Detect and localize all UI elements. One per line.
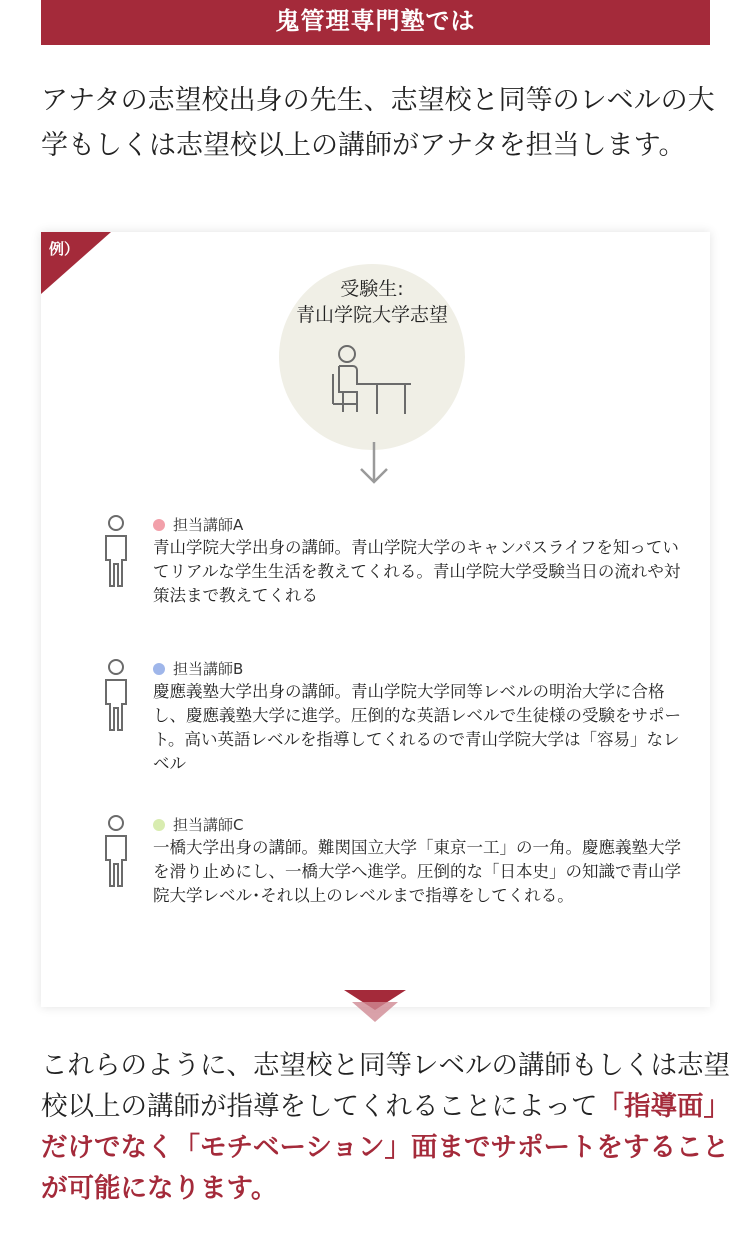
- teacher-b-name: 担当講師B: [173, 660, 244, 678]
- teacher-c-name: 担当講師C: [173, 816, 244, 834]
- person-icon: [101, 814, 131, 890]
- student-label-line2: 青山学院大学志望: [295, 304, 448, 326]
- teacher-a-name: 担当講師A: [173, 516, 244, 534]
- teacher-c-description: 一橋大学出身の講師。難関国立大学「東京一工」の一角。慶應義塾大学を滑り止めにし、一橋大学へ進学。圧倒的な「日本史」の知識で青山学院大学レベル･それ以上のレベルまで指導をしてくれる。: [153, 838, 681, 905]
- chevron-down-icon: [344, 990, 406, 1026]
- teacher-a-header: [153, 514, 243, 535]
- teacher-b-header: [153, 658, 243, 679]
- conclusion-text: [41, 1045, 731, 1209]
- header-banner: 鬼管理専門塾では: [41, 0, 710, 45]
- student-label-line1: 受験生:: [340, 278, 404, 300]
- conclusion-normal: これらのように、志望校と同等レベルの講師もしくは志望校以上の講師が指導をしてくれることによって: [41, 1050, 730, 1122]
- teacher-a-dot: [153, 519, 165, 531]
- person-icon: [101, 514, 131, 590]
- person-icon: [101, 658, 131, 734]
- example-tag-label: 例）: [49, 240, 80, 258]
- teacher-b-dot: [153, 663, 165, 675]
- teacher-b-description: 慶應義塾大学出身の講師。青山学院大学同等レベルの明治大学に合格し、慶應義塾大学に進学。圧倒的な英語レベルで生徒様の受験をサポート。高い英語レベルを指導してくれるので青山学院大学は「容易」なレベル: [153, 682, 681, 773]
- example-card: [41, 232, 710, 1007]
- intro-text: アナタの志望校出身の先生、志望校と同等のレベルの大学もしくは志望校以上の講師がアナタを担当します。: [41, 85, 715, 161]
- teacher-c-dot: [153, 819, 165, 831]
- teacher-c-header: [153, 814, 243, 835]
- student-at-desk-icon: [331, 344, 415, 416]
- arrow-down-icon: [357, 440, 391, 486]
- conclusion-emphasis: 「指導面」だけでなく「モチベーション」面までサポートをすることが可能になります。: [41, 1091, 730, 1204]
- student-label: [259, 276, 485, 328]
- teacher-a-description: 青山学院大学出身の講師。青山学院大学のキャンパスライフを知っていてリアルな学生生活を教えてくれる。青山学院大学受験当日の流れや対策法まで教えてくれる: [153, 538, 681, 605]
